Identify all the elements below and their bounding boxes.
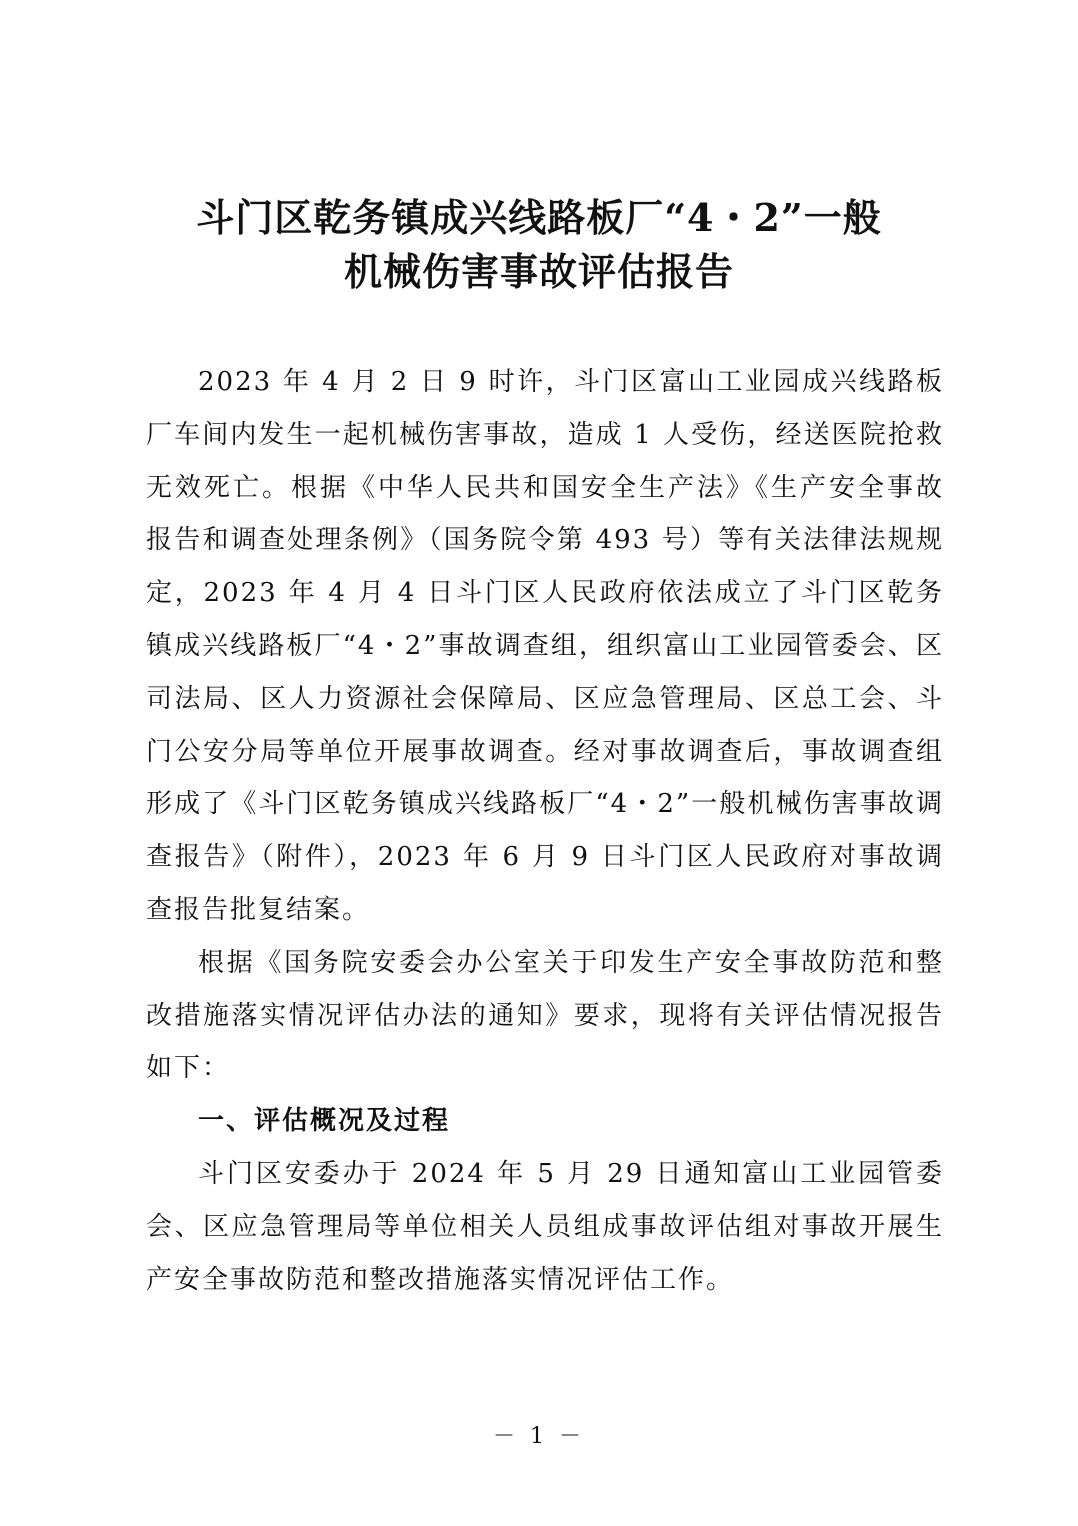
section-1-paragraph: 斗门区安委办于 2024 年 5 月 29 日通知富山工业园管委会、区应急管理局等单位相关人员组成事故评估组对事故开展生产安全事故防范和整改措施落实情况评估工作。 — [146, 1158, 944, 1295]
basis-paragraph: 根据《国务院安委会办公室关于印发生产安全事故防范和整改措施落实情况评估办法的通知》要求，现将有关评估情况报告如下： — [146, 947, 944, 1084]
document-title-line-2: 机械伤害事故评估报告 — [343, 249, 734, 294]
page-number: － 1 － — [493, 1424, 585, 1449]
section-heading-1: 一、评估概况及过程 — [198, 1106, 451, 1137]
intro-paragraph: 2023 年 4 月 2 日 9 时许，斗门区富山工业园成兴线路板厂车间内发生一起机械伤害事故，造成 1 人受伤，经送医院抢救无效死亡。根据《中华人民共和国安全生产法》《生产安全事故报告和调查处理条例》（国务院令第 493 号）等有关法律法规规定，2023 年 4 月 4 日斗门区人民政府依法成立了斗门区乾务镇成兴线路板厂“4・2”事故调查组，组织富山工业园管委会、区司法局、区人力资源社会保障局、区应急管理局、区总工会、斗门公安分局等单位开展事故调查。经对事故调查后，事故调查组形成了《斗门区乾务镇成兴线路板厂“4・2”一般机械伤害事故调查报告》（附件），2023 年 6 月 9 日斗门区人民政府对事故调查报告批复结案。 — [146, 367, 944, 925]
document-title-line-1: 斗门区乾务镇成兴线路板厂“4・2”一般 — [196, 195, 882, 240]
document-body — [146, 356, 944, 1306]
